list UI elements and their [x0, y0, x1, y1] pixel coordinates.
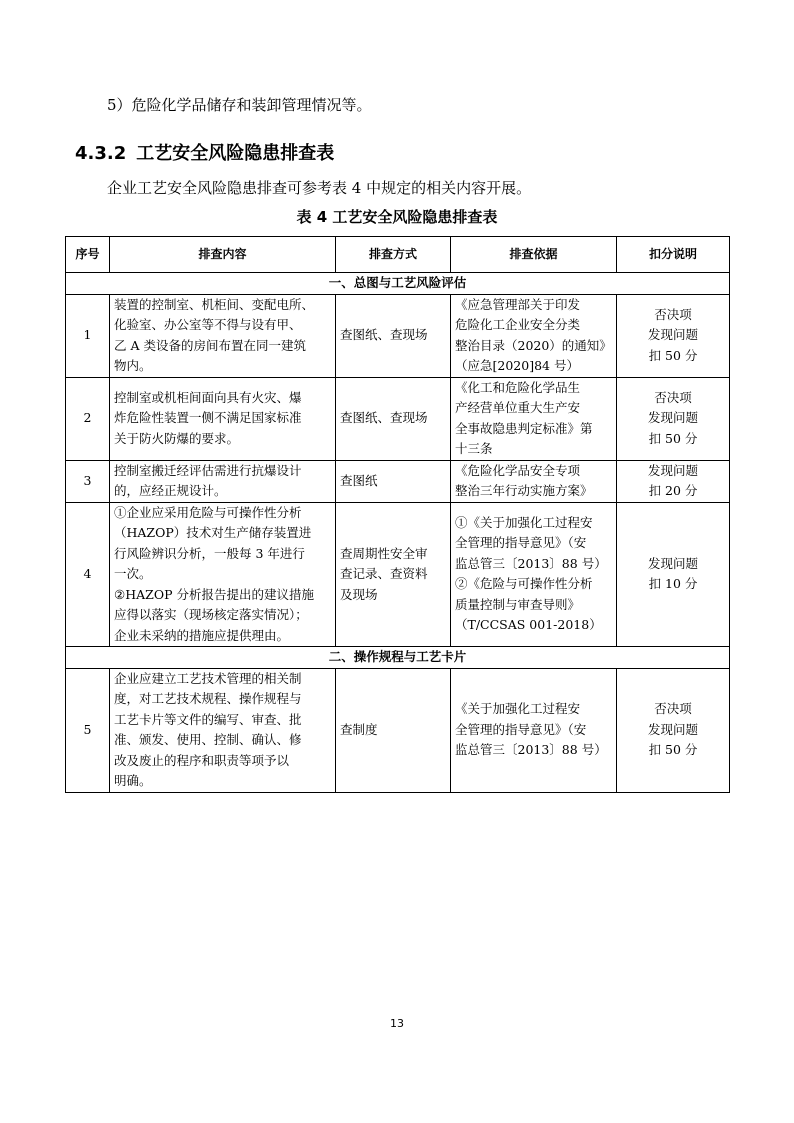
- page-number: 13: [390, 1017, 404, 1030]
- cell-basis: [451, 502, 617, 647]
- section-heading: [75, 139, 334, 165]
- cell-method-line: 查制度: [340, 721, 378, 737]
- table-row: [66, 502, 730, 647]
- cell-deduction-line: 否决项: [654, 389, 692, 405]
- cell-content-line: 一次。: [114, 566, 152, 581]
- cell-method-line: 及现场: [340, 586, 378, 602]
- cell-deduction: [617, 377, 730, 460]
- cell-content: [110, 502, 336, 647]
- header-deduction: 扣分说明: [617, 237, 730, 273]
- cell-deduction-line: 扣 20 分: [648, 483, 698, 498]
- group-row: [66, 273, 730, 295]
- cell-deduction-line: 发现问题: [647, 462, 698, 478]
- cell-method: [336, 502, 451, 647]
- group-title: 一、总图与工艺风险评估: [66, 273, 730, 295]
- cell-content-line: 关于防火防爆的要求。: [114, 430, 240, 446]
- cell-basis-line: 监总管三〔2013〕88 号）: [455, 555, 607, 571]
- header-no: 序号: [66, 237, 110, 273]
- cell-basis-line: 产经营单位重大生产安: [455, 400, 581, 415]
- cell-no: 2: [66, 377, 110, 460]
- cell-content-line: 工艺卡片等文件的编写、审查、批: [114, 711, 302, 727]
- table-caption: 表 4 工艺安全风险隐患排查表: [296, 208, 498, 226]
- cell-content-line: 的，应经正规设计。: [114, 483, 227, 498]
- cell-content-line: 准、颁发、使用、控制、确认、修: [114, 732, 302, 747]
- cell-basis-line: 《应急管理部关于印发: [455, 296, 581, 312]
- cell-no: 1: [66, 294, 110, 377]
- cell-content: [110, 668, 336, 792]
- cell-basis-line: 质量控制与审查导则》: [455, 596, 581, 612]
- cell-basis-line: 全管理的指导意见》（安: [455, 535, 587, 551]
- cell-content-line: 企业未采纳的措施应提供理由。: [114, 627, 290, 643]
- table-row: [66, 460, 730, 502]
- hazard-check-table: [65, 236, 730, 793]
- table-header-row: [66, 237, 730, 273]
- cell-basis-line: 《化工和危险化学品生: [455, 379, 581, 395]
- cell-deduction-line: 发现问题: [647, 410, 698, 426]
- cell-basis: [451, 668, 617, 792]
- cell-no: 4: [66, 502, 110, 647]
- cell-deduction-line: 扣 50 分: [648, 430, 698, 446]
- cell-content-line: 行风险辨识分析，一般每 3 年进行: [114, 545, 305, 561]
- cell-content-line: 炸危险性装置一侧不满足国家标准: [114, 410, 302, 426]
- cell-basis-line: （T/CCSAS 001-2018）: [455, 617, 602, 633]
- header-content: 排查内容: [110, 237, 336, 273]
- group-row: [66, 647, 730, 669]
- cell-content-line: （HAZOP）技术对生产储存装置进: [114, 525, 312, 540]
- cell-deduction-line: 扣 50 分: [648, 347, 698, 363]
- cell-content-line: ①企业应采用危险与可操作性分析: [114, 504, 302, 520]
- cell-method-line: 查图纸、查现场: [340, 327, 428, 343]
- cell-content-line: 明确。: [114, 773, 152, 788]
- cell-content: [110, 294, 336, 377]
- section-title: 工艺安全风险隐患排查表: [136, 143, 335, 164]
- table-row: [66, 668, 730, 792]
- cell-content-line: 控制室或机柜间面向具有火灾、爆: [114, 389, 302, 405]
- cell-basis-line: ①《关于加强化工过程安: [455, 514, 593, 530]
- cell-content-line: 化验室、办公室等不得与设有甲、: [114, 317, 302, 332]
- table-body: [66, 273, 730, 793]
- cell-content-line: 装置的控制室、机柜间、变配电所、: [114, 296, 315, 312]
- intro-paragraph: 企业工艺安全风险隐患排查可参考表 4 中规定的相关内容开展。: [107, 179, 532, 197]
- cell-content: [110, 377, 336, 460]
- cell-method-line: 查图纸、查现场: [340, 410, 428, 426]
- cell-content-line: 乙 A 类设备的房间布置在同一建筑: [114, 337, 306, 353]
- cell-basis-line: （应急[2020]84 号）: [455, 358, 579, 373]
- cell-basis-line: ②《危险与可操作性分析: [455, 576, 593, 592]
- cell-deduction-line: 否决项: [654, 701, 692, 717]
- cell-basis: [451, 377, 617, 460]
- cell-basis-line: 《危险化学品安全专项: [455, 462, 581, 478]
- cell-content-line: 企业应建立工艺技术管理的相关制: [114, 670, 302, 686]
- cell-method: [336, 668, 451, 792]
- cell-content-line: 度，对工艺技术规程、操作规程与: [114, 691, 302, 706]
- cell-basis-line: 整治三年行动实施方案》: [455, 483, 593, 498]
- cell-deduction: [617, 294, 730, 377]
- cell-deduction: [617, 502, 730, 647]
- group-title: 二、操作规程与工艺卡片: [66, 647, 730, 669]
- section-number: 4.3.2: [75, 143, 127, 164]
- cell-deduction: [617, 668, 730, 792]
- header-basis: 排查依据: [451, 237, 617, 273]
- cell-deduction-line: 发现问题: [647, 327, 698, 343]
- cell-method: [336, 460, 451, 502]
- cell-deduction-line: 发现问题: [647, 721, 698, 737]
- cell-method: [336, 294, 451, 377]
- cell-basis-line: 整治目录（2020）的通知》: [455, 337, 612, 353]
- table-row: [66, 294, 730, 377]
- cell-basis-line: 监总管三〔2013〕88 号）: [455, 742, 607, 758]
- cell-deduction: [617, 460, 730, 502]
- cell-method: [336, 377, 451, 460]
- table-row: [66, 377, 730, 460]
- cell-content-line: 应得以落实（现场核定落实情况）；: [114, 607, 308, 622]
- cell-basis-line: 十三条: [455, 441, 493, 456]
- cell-method-line: 查周期性安全审: [340, 545, 428, 561]
- cell-content-line: 物内。: [114, 358, 152, 373]
- cell-basis-line: 危险化工企业安全分类: [455, 317, 581, 332]
- cell-deduction-line: 发现问题: [647, 555, 698, 571]
- cell-content-line: 改及废止的程序和职责等项予以: [114, 752, 290, 768]
- intro-list-item: 5）危险化学品储存和装卸管理情况等。: [107, 96, 372, 114]
- header-method: 排查方式: [336, 237, 451, 273]
- cell-method-line: 查记录、查资料: [340, 566, 428, 581]
- cell-deduction-line: 扣 50 分: [648, 742, 698, 758]
- cell-method-line: 查图纸: [340, 472, 378, 488]
- cell-no: 5: [66, 668, 110, 792]
- cell-basis: [451, 294, 617, 377]
- cell-content-line: 控制室搬迁经评估需进行抗爆设计: [114, 462, 302, 478]
- cell-basis: [451, 460, 617, 502]
- cell-deduction-line: 扣 10 分: [648, 576, 698, 592]
- cell-no: 3: [66, 460, 110, 502]
- cell-deduction-line: 否决项: [654, 306, 692, 322]
- cell-content-line: ②HAZOP 分析报告提出的建议措施: [114, 586, 314, 602]
- cell-basis-line: 《关于加强化工过程安: [455, 701, 581, 717]
- cell-content: [110, 460, 336, 502]
- cell-basis-line: 全管理的指导意见》（安: [455, 721, 587, 737]
- cell-basis-line: 全事故隐患判定标准》第: [455, 420, 593, 436]
